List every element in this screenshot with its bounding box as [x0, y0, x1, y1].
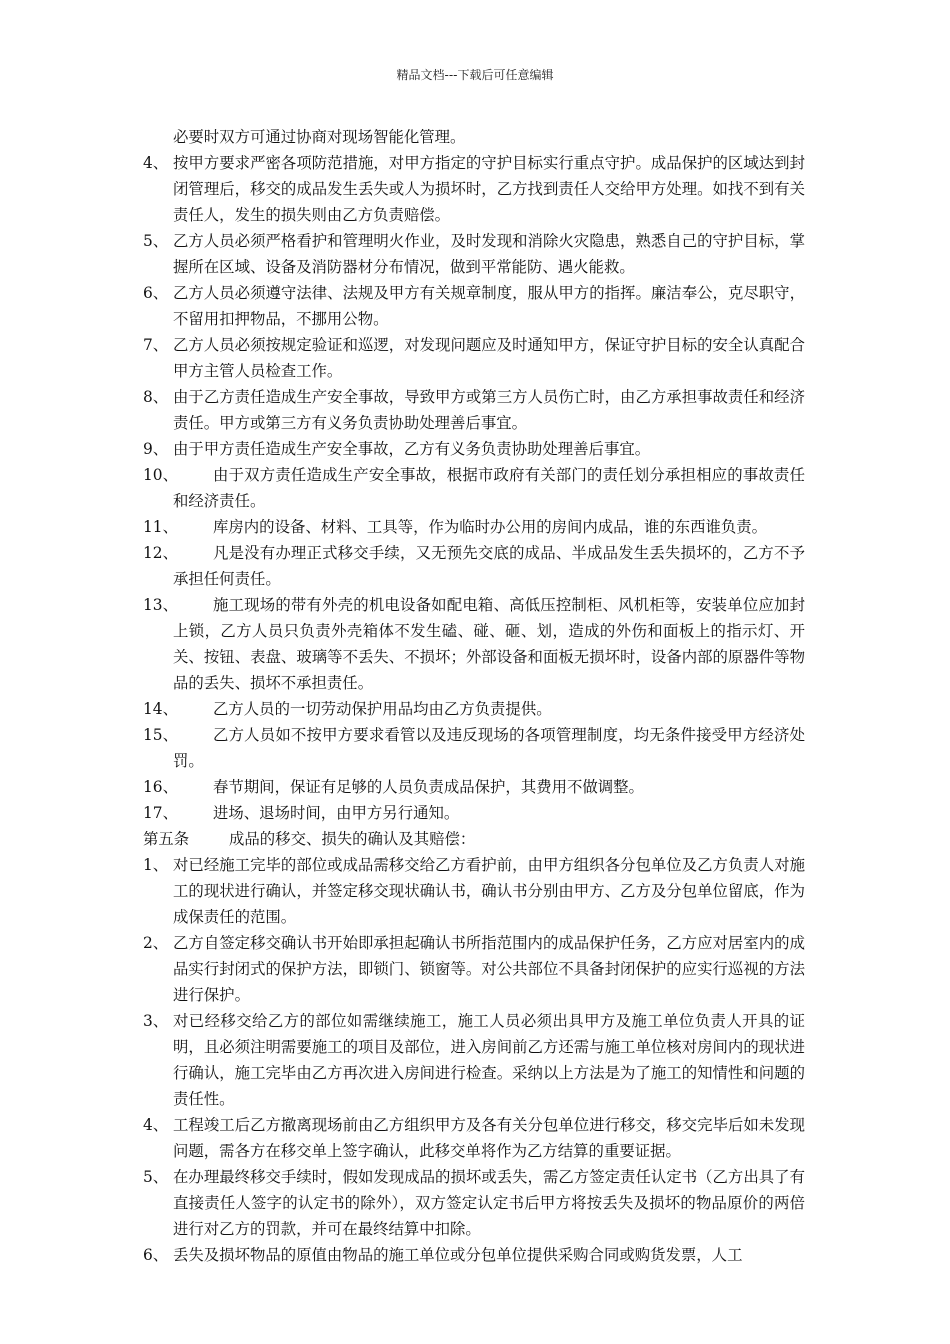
list-item	[0, 1164, 950, 1242]
list-item	[0, 436, 950, 462]
list-item	[0, 150, 950, 228]
item-number: 1、	[143, 856, 169, 874]
item-text: 乙方人员的一切劳动保护用品均由乙方负责提供。	[213, 700, 552, 718]
document-body	[0, 124, 950, 1268]
section-number: 第五条	[143, 830, 190, 848]
item-number: 13、	[143, 596, 178, 614]
list-item	[0, 930, 950, 1008]
list-item	[0, 384, 950, 436]
list-item	[0, 332, 950, 384]
item-number: 6、	[143, 1246, 169, 1264]
item-text: 丢失及损坏物品的原值由物品的施工单位或分包单位提供采购合同或购货发票，人工	[173, 1246, 743, 1264]
item-number: 15、	[143, 726, 178, 744]
item-number: 12、	[143, 544, 178, 562]
item-text: 对已经施工完毕的部位或成品需移交给乙方看护前，由甲方组织各分包单位及乙方负责人对施工的现状进行确认，并签定移交现状确认书，确认书分别由甲方、乙方及分包单位留底，作为成保责任的范围。	[173, 856, 805, 926]
item-number: 6、	[143, 284, 169, 302]
list-item	[0, 540, 950, 592]
item-text: 进场、退场时间，由甲方另行通知。	[213, 804, 460, 822]
item-number: 10、	[143, 466, 178, 484]
item-number: 3、	[143, 1012, 169, 1030]
list-item	[0, 514, 950, 540]
item-text: 库房内的设备、材料、工具等，作为临时办公用的房间内成品，谁的东西谁负责。	[213, 518, 768, 536]
item-text: 由于乙方责任造成生产安全事故，导致甲方或第三方人员伤亡时，由乙方承担事故责任和经济责任。甲方或第三方有义务负责协助处理善后事宜。	[173, 388, 805, 432]
item-text: 工程竣工后乙方撤离现场前由乙方组织甲方及各有关分包单位进行移交，移交完毕后如未发现问题，需各方在移交单上签字确认，此移交单将作为乙方结算的重要证据。	[173, 1116, 805, 1160]
item-text: 凡是没有办理正式移交手续，又无预先交底的成品、半成品发生丢失损坏的，乙方不予承担任何责任。	[173, 544, 805, 588]
list-item	[0, 852, 950, 930]
item-number: 8、	[143, 388, 169, 406]
item-text: 乙方人员必须遵守法律、法规及甲方有关规章制度，服从甲方的指挥。廉洁奉公，克尽职守，不留用扣押物品，不挪用公物。	[173, 284, 805, 328]
list-item	[0, 774, 950, 800]
item-number: 5、	[143, 232, 169, 250]
list-item	[0, 1242, 950, 1268]
item-text: 乙方人员如不按甲方要求看管以及违反现场的各项管理制度，均无条件接受甲方经济处罚。	[173, 726, 805, 770]
list-item	[0, 462, 950, 514]
item-text: 由于甲方责任造成生产安全事故，乙方有义务负责协助处理善后事宜。	[173, 440, 651, 458]
list-item	[0, 1008, 950, 1112]
item-number: 7、	[143, 336, 169, 354]
item-number: 4、	[143, 1116, 169, 1134]
item-number: 16、	[143, 778, 178, 796]
item-text: 乙方自签定移交确认书开始即承担起确认书所指范围内的成品保护任务，乙方应对居室内的成品实行封闭式的保护方法，即锁门、锁窗等。对公共部位不具备封闭保护的应实行巡视的方法进行保护。	[173, 934, 805, 1004]
item-text: 施工现场的带有外壳的机电设备如配电箱、高低压控制柜、风机柜等，安装单位应加封上锁，乙方人员只负责外壳箱体不发生磕、碰、砸、划，造成的外伤和面板上的指示灯、开关、按钮、表盘、玻璃等不丢失、不损坏；外部设备和面板无损坏时，设备内部的原器件等物品的丢失、损坏不承担责任。	[173, 596, 805, 692]
list-item	[0, 800, 950, 826]
item-number: 9、	[143, 440, 169, 458]
list-item	[0, 1112, 950, 1164]
item-number: 2、	[143, 934, 169, 952]
item-text: 乙方人员必须按规定验证和巡逻，对发现问题应及时通知甲方，保证守护目标的安全认真配合甲方主管人员检查工作。	[173, 336, 805, 380]
list-item	[0, 280, 950, 332]
item-text: 按甲方要求严密各项防范措施，对甲方指定的守护目标实行重点守护。成品保护的区域达到封闭管理后，移交的成品发生丢失或人为损坏时，乙方找到责任人交给甲方处理。如找不到有关责任人，发生的损失则由乙方负责赔偿。	[173, 154, 805, 224]
item-number: 11、	[143, 518, 178, 536]
item-number: 4、	[143, 154, 169, 172]
item-text: 由于双方责任造成生产安全事故，根据市政府有关部门的责任划分承担相应的事故责任和经济责任。	[173, 466, 805, 510]
list-item	[0, 696, 950, 722]
list-item	[0, 592, 950, 696]
section-heading	[0, 826, 950, 852]
item-text: 乙方人员必须严格看护和管理明火作业，及时发现和消除火灾隐患，熟悉自己的守护目标，掌握所在区域、设备及消防器材分布情况，做到平常能防、遇火能救。	[173, 232, 805, 276]
item-text: 必要时双方可通过协商对现场智能化管理。	[173, 128, 466, 146]
item-text: 对已经移交给乙方的部位如需继续施工，施工人员必须出具甲方及施工单位负责人开具的证明，且必须注明需要施工的项目及部位，进入房间前乙方还需与施工单位核对房间内的现状进行确认，施工完毕由乙方再次进入房间进行检查。采纳以上方法是为了施工的知情性和问题的责任性。	[173, 1012, 805, 1108]
item-number: 17、	[143, 804, 178, 822]
item-text: 春节期间，保证有足够的人员负责成品保护，其费用不做调整。	[213, 778, 644, 796]
list-item	[0, 722, 950, 774]
list-item	[0, 124, 950, 150]
item-number: 14、	[143, 700, 178, 718]
item-number: 5、	[143, 1168, 169, 1186]
item-text: 在办理最终移交手续时，假如发现成品的损坏或丢失，需乙方签定责任认定书（乙方出具了有直接责任人签字的认定书的除外），双方签定认定书后甲方将按丢失及损坏的物品原价的两倍进行对乙方的罚款，并可在最终结算中扣除。	[173, 1168, 805, 1238]
list-item	[0, 228, 950, 280]
page-header: 精品文档---下载后可任意编辑	[396, 68, 554, 82]
section-title: 成品的移交、损失的确认及其赔偿：	[229, 830, 476, 848]
